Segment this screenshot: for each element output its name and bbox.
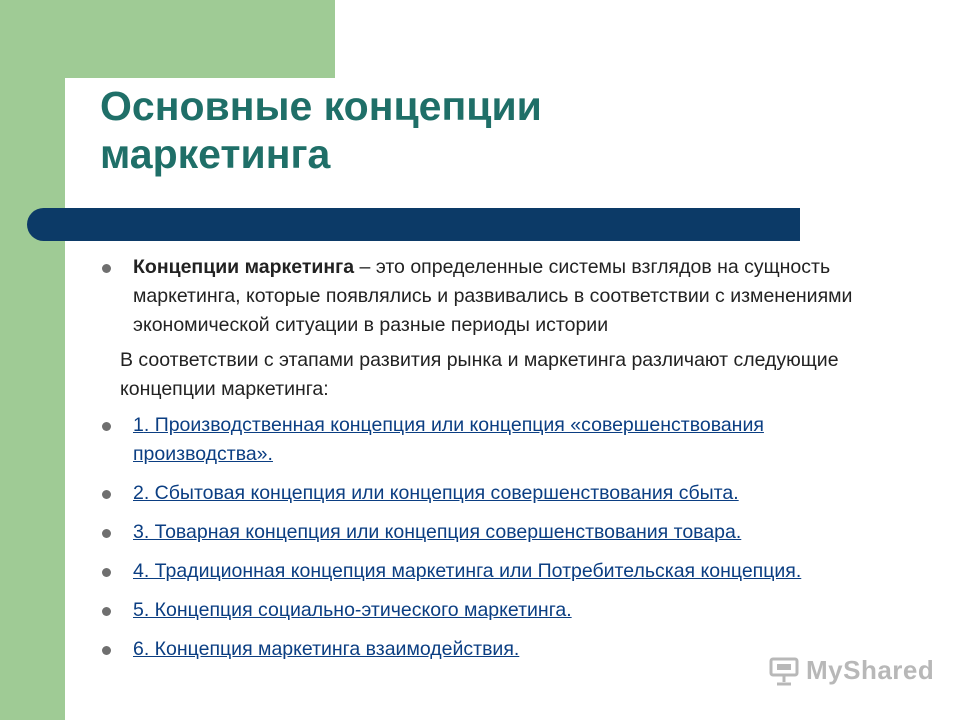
bullet-dot xyxy=(102,264,111,273)
watermark xyxy=(768,655,934,686)
definition-item xyxy=(100,253,900,340)
concept-1-link[interactable]: . Производственная концепция или концепция «совершенствования производства». xyxy=(133,414,764,465)
concept-2-link[interactable]: 2. Сбытовая концепция или концепция совершенствования сбыта. xyxy=(133,482,739,504)
slide-title xyxy=(100,82,542,178)
title-line-2: маркетинга xyxy=(100,131,331,177)
concept-item-4 xyxy=(100,557,900,586)
concept-6-link[interactable]: 6. Концепция маркетинга взаимодействия. xyxy=(133,638,520,660)
bullet-dot xyxy=(102,646,111,655)
concept-item-1 xyxy=(100,411,900,469)
definition-text: – это определенные системы взглядов на сущность маркетинга, которые появлялись и развивались в соответствии с изменениями экономической ситуации в разные периоды истории xyxy=(133,256,853,336)
decor-green-strip xyxy=(0,0,65,720)
concept-3-link[interactable]: 3. Товарная концепция или концепция совершенствования товара. xyxy=(133,521,742,543)
concept-item-3 xyxy=(100,518,900,547)
bullet-dot xyxy=(102,568,111,577)
intro-paragraph: В соответствии с этапами развития рынка и маркетинга различают следующие концепции маркетинга: xyxy=(120,349,839,400)
concept-item-2 xyxy=(100,479,900,508)
definition-term: Концепции маркетинга xyxy=(133,256,355,278)
concept-1-prefix[interactable]: 1 xyxy=(133,414,144,436)
presentation-board-icon xyxy=(768,656,800,686)
watermark-text: MyShared xyxy=(806,655,935,685)
decor-title-bar xyxy=(27,208,800,241)
slide-body xyxy=(100,253,900,664)
bullet-dot xyxy=(102,490,111,499)
concept-item-5 xyxy=(100,596,900,625)
bullet-dot xyxy=(102,529,111,538)
bullet-dot xyxy=(102,607,111,616)
concept-4-link[interactable]: 4. Традиционная концепция маркетинга или Потребительская концепция. xyxy=(133,560,802,582)
concept-5-link[interactable]: 5. Концепция социально-этического маркетинга. xyxy=(133,599,572,621)
title-line-1: Основные концепции xyxy=(100,83,542,129)
bullet-dot xyxy=(102,422,111,431)
